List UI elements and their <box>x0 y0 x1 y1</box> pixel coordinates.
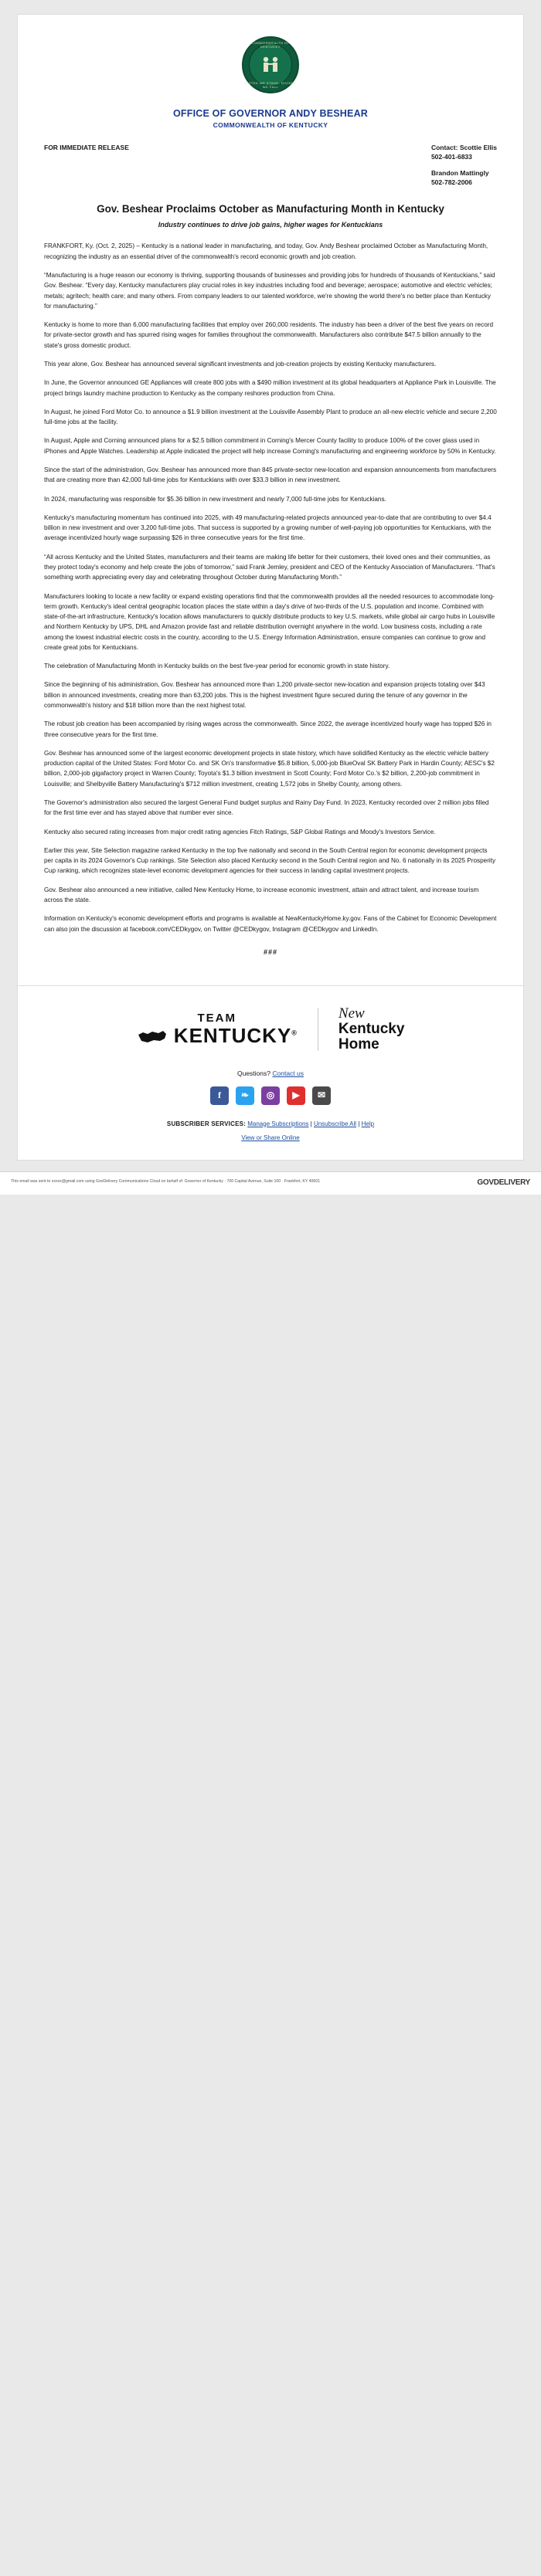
paragraph: In August, he joined Ford Motor Co. to announce a $1.9 billion investment at the Louisville Assembly Plant to produce an all-new electric vehicle and secure 2,200 full-time jobs at the facility. <box>44 408 497 426</box>
paragraph: In June, the Governor announced GE Appliances will create 800 jobs with a $490 million investment at its global headquarters at Appliance Park in Louisville. The project brings laundry machine production to Kentucky as the company reshores production from China. <box>44 379 496 397</box>
paragraph: Information on Kentucky's economic development efforts and programs is available at NewKentuckyHome.ky.gov. Fans of the Cabinet for Economic Development can also join the discussion at facebook.com/CEDkygov, on Twitter @CEDkygov, Instagram @CEDkygov and LinkedIn. <box>44 915 497 933</box>
paragraph: Since the beginning of his administration, Gov. Beshear has announced more than 1,200 private-sector new-location and expansion projects totaling over $43 billion in announced investments, creating more than 63,200 jobs. This is the highest investment figure secured during the tenure of any governor in the commonwealth's history and $18 billion more than the next highest total. <box>44 681 485 710</box>
sender-address: This email was sent to xxxxx@gmail.com using GovDelivery Communications Cloud on behalf of: Governor of Kentucky · 700 Capital Avenue, Suite 100 · Frankfort, KY 40601 <box>11 1179 321 1185</box>
youtube-icon[interactable]: ▶ <box>287 1086 305 1105</box>
manage-subscriptions-link[interactable]: Manage Subscriptions <box>247 1120 309 1127</box>
paragraph: Gov. Beshear has announced some of the largest economic development projects in state history, which have solidified Kentucky as the electric vehicle battery production capital of the United States: Ford Motor Co. and SK On's transformative $5.8 billion, 5,000-job BlueOval SK Battery Park in Hardin County; AESC's $2 billion, 2,000-job gigafactory project in Warren County; Toyota's $1.3 billion investment in Scott County; Ford Motor Co.'s $2 billion, 2,200-job commitment in Louisville; and Shelbyville Battery Manufacturing's $712 million investment, creating 1,572 jobs in Shelby County, among others. <box>44 749 495 788</box>
team-kentucky-line2-wrap <box>137 1025 298 1046</box>
new-kentucky-home-logo <box>339 1006 405 1052</box>
branding-row <box>44 1006 497 1052</box>
new-kentucky-line2: Kentucky <box>338 1020 405 1037</box>
contact-us-link[interactable]: Contact us <box>272 1069 304 1077</box>
contact-block <box>431 143 497 187</box>
paragraph: In August, Apple and Corning announced plans for a $2.5 billion commitment in Corning's Mercer County facility to produce 100% of the cover glass used in iPhones and Apple Watches. Leadership at Apple indicated the project will help increase Corning's manufacturing and engineering workforce by 50% in Kentucky. <box>44 437 496 455</box>
subscriber-services-row <box>44 1120 497 1127</box>
questions-row <box>44 1069 497 1077</box>
help-link[interactable]: Help <box>361 1120 375 1127</box>
contact-phone-2: 502-782-2006 <box>430 178 472 186</box>
separator: | <box>310 1120 312 1127</box>
email-icon[interactable]: ✉ <box>312 1086 331 1105</box>
seal-container <box>44 32 497 105</box>
separator: | <box>358 1120 360 1127</box>
questions-label: Questions? <box>236 1069 270 1077</box>
govdelivery-logo: GOVDELIVERY <box>477 1178 530 1187</box>
contact-line-1 <box>431 143 497 152</box>
office-title: OFFICE OF GOVERNOR ANDY BESHEAR <box>172 108 369 119</box>
facebook-icon[interactable]: f <box>210 1086 229 1105</box>
paragraph: The robust job creation has been accompanied by rising wages across the commonwealth. Since 2022, the average incentivized hourly wage has topped $26 in three consecutive years for the first time. <box>44 720 492 738</box>
paragraph: Earlier this year, Site Selection magazine ranked Kentucky in the top five nationally and second in the South Central region for economic development projects per capita in its 2024 Governor's Cup rankings. Site Selection also placed Kentucky second in the South Central region and No. 6 nationally in its 2025 Prosperity Cup ranking, which recognizes state-level economic development agencies for their success in landing capital investment projects. <box>44 846 496 875</box>
paragraph: Gov. Beshear also announced a new initiative, called New Kentucky Home, to increase economic investment, attain and attract talent, and increase tourism across the state. <box>44 886 479 903</box>
team-kentucky-line1: TEAM <box>197 1012 236 1025</box>
paragraph: This year alone, Gov. Beshear has announced several significant investments and job-creation projects by existing Kentucky manufacturers. <box>44 361 437 368</box>
registered-mark: ® <box>291 1029 298 1037</box>
new-kentucky-line3: Home <box>338 1035 379 1052</box>
branding-footer <box>17 986 524 1161</box>
paragraph: Kentucky also secured rating increases from major credit rating agencies Fitch Ratings, S&P Global Ratings and Moody's Investors Service. <box>44 828 436 836</box>
paragraph: Kentucky's manufacturing momentum has continued into 2025, with 49 manufacturing-related projects announced year-to-date that are contributing to over $4.4 billion in new investment and over 3,200 full-time jobs. That success is supported by a growing number of well-paying job opportunities for Kentuckians, with the average incentivized hourly wage surpassing $26 in three consecutive years for the first time. <box>44 514 492 542</box>
contact-phone-1: 502-401-6833 <box>430 153 472 161</box>
paragraph: In 2024, manufacturing was responsible for $5.36 billion in new investment and nearly 7,000 full-time jobs for Kentuckians. <box>44 495 386 503</box>
team-kentucky-line2: KENTUCKY <box>173 1024 292 1048</box>
new-kentucky-line1: New <box>338 1005 365 1022</box>
instagram-icon[interactable]: ◎ <box>261 1086 280 1105</box>
subheadline: Industry continues to drive job gains, higher wages for Kentuckians <box>158 221 383 229</box>
view-or-share-online-link[interactable]: View or Share Online <box>241 1134 300 1141</box>
for-immediate-release: FOR IMMEDIATE RELEASE <box>44 144 129 151</box>
paragraph: Since the start of the administration, Gov. Beshear has announced more than 845 private-sector new-location and expansion announcements from manufacturers that are creating more than 42,000 full-time jobs for Kentuckians with over $33.3 billion in new investment. <box>44 466 497 484</box>
seal-top-text: COMMONWEALTH OF KENTUCKY <box>251 41 290 49</box>
contact-name-1: Scottie Ellis <box>459 144 497 151</box>
paragraph: The Governor's administration also secured the largest General Fund budget surplus and Rainy Day Fund. In 2023, Kentucky recorded over 2 million jobs filled for the first time ever and has stayed above that number ever since. <box>44 799 489 817</box>
subscriber-services-label: SUBSCRIBER SERVICES: <box>166 1120 246 1127</box>
contact-name-2: Brandon Mattingly <box>430 168 489 177</box>
team-kentucky-logo <box>137 1012 298 1046</box>
paragraph: “Manufacturing is a huge reason our economy is thriving, supporting thousands of businesses and providing jobs for hundreds of thousands of Kentuckians,” said Gov. Beshear. “Every day, Kentucky manufacturers play crucial roles in key industries including food and beverage; aerospace; automotive and electric vehicles; metals; agritech; health care; and many others. From company leaders to our talented workforce, we're showing the world there's no better place than Kentucky for manufacturing.” <box>44 272 495 310</box>
paragraph: Kentucky is home to more than 6,000 manufacturing facilities that employ over 260,000 residents. The industry has been a driver of the best five years on record for private-sector growth and has spurred rising wages for families throughout the commonwealth. Manufacturers also contribute $47.5 billion annually to the state's gross domestic product. <box>44 321 494 349</box>
kentucky-state-seal-icon <box>242 36 299 93</box>
email-page <box>0 14 541 1195</box>
paragraph: Manufacturers looking to locate a new facility or expand existing operations find that the commonwealth provides all the needed resources to accommodate long-term growth. Kentucky's ideal central geographic location places the state within a day's drive of two-thirds of the U.S. population and income. Combined with state-of-the-art infrastructure, Kentucky's location allows manufacturers to quickly distribute products to key U.S. markets, while global air cargo hubs in Louisville and Northern Kentucky by UPS, DHL and Amazon provide fast and reliable distribution overnight anywhere in the world. Low business costs, including a rate among the lowest industrial electric costs in the country, according to the U.S. Energy Information Administration, ensure companies can continue to grow and create great jobs for Kentuckians. <box>44 592 495 651</box>
paragraph: The celebration of Manufacturing Month in Kentucky builds on the best five-year period for economic growth in state history. <box>44 663 390 670</box>
seal-figures-icon <box>257 53 284 76</box>
view-share-row <box>44 1134 497 1146</box>
seal-bottom-text: UNITED WE STAND, DIVIDED WE FALL <box>244 81 297 89</box>
kentucky-state-shape-icon <box>137 1029 168 1046</box>
release-contact-row <box>44 143 497 187</box>
unsubscribe-all-link[interactable]: Unsubscribe All <box>313 1120 357 1127</box>
headline: Gov. Beshear Proclaims October as Manufacturing Month in Kentucky <box>97 203 444 215</box>
end-mark: ### <box>263 947 278 956</box>
office-subtitle: COMMONWEALTH OF KENTUCKY <box>213 121 328 129</box>
social-links <box>44 1086 497 1105</box>
twitter-icon[interactable]: ❧ <box>236 1086 254 1105</box>
press-release-sheet <box>17 14 524 986</box>
paragraph: FRANKFORT, Ky. (Oct. 2, 2025) – Kentucky is a national leader in manufacturing, and today, Gov. Andy Beshear proclaimed October as Manufacturing Month, recognizing the industry as an essential driver of the commonwealth's record economic growth and job creation. <box>44 242 488 260</box>
contact-label: Contact: <box>430 144 458 151</box>
govdelivery-bar <box>0 1171 541 1195</box>
paragraph: “All across Kentucky and the United States, manufacturers and their teams are making life better for their customers, their loved ones and their communities, as they protect today's economy and help create the jobs of tomorrow,” said Frank Jemley, president and CEO of the Kentucky Association of Manufacturers. “That's something worth appreciating every day and celebrating throughout October during Manufacturing Month.” <box>44 553 495 581</box>
